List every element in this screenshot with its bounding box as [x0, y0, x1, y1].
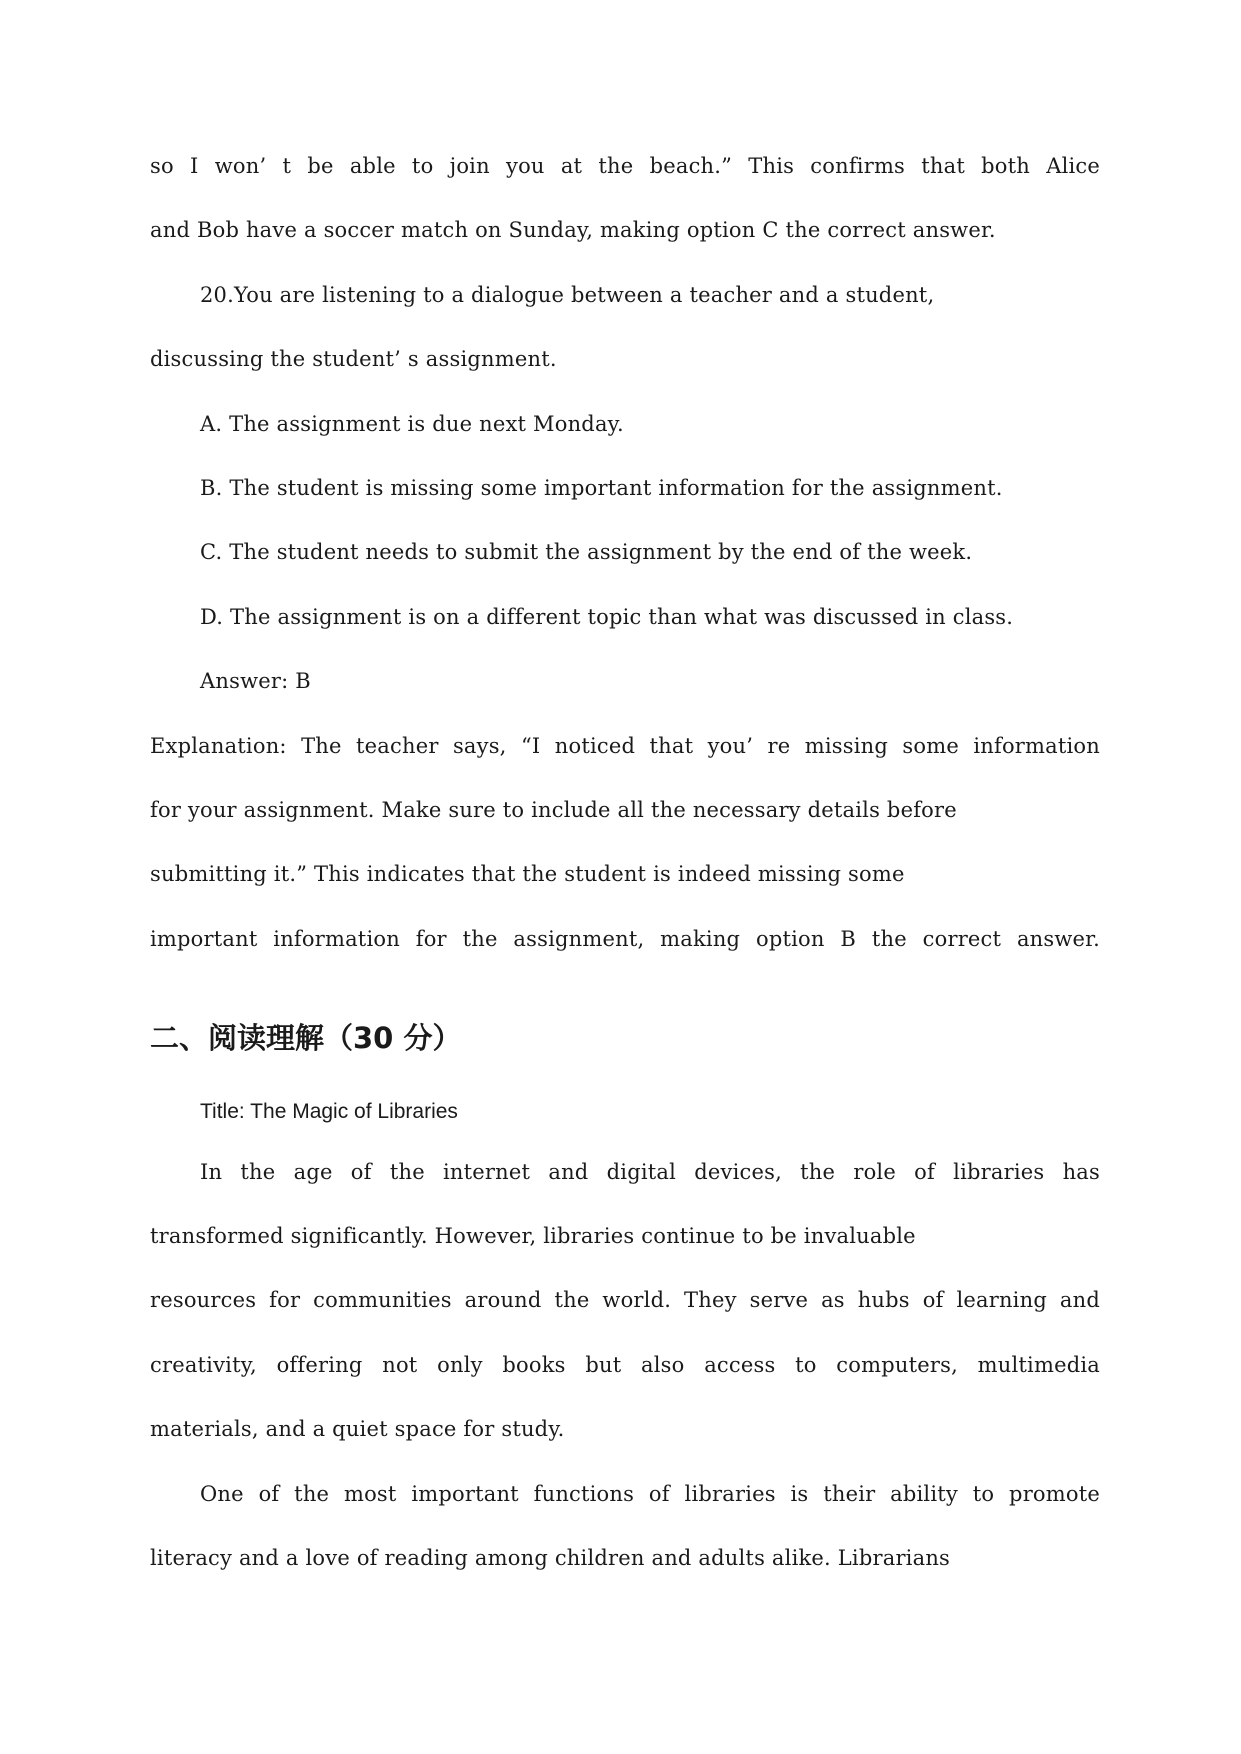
question-20-prompt-line-2: discussing the student’ s assignment.	[150, 347, 557, 371]
passage-paragraph-1-line-5: materials, and a quiet space for study.	[150, 1417, 565, 1441]
section-2-heading: 二、阅读理解（30 分）	[150, 1021, 462, 1055]
explanation-q19-line-2: and Bob have a soccer match on Sunday, making option C the correct answer.	[150, 218, 996, 242]
passage-paragraph-2-line-2: literacy and a love of reading among children and adults alike. Librarians	[150, 1546, 951, 1570]
question-20-prompt-line-1: 20.You are listening to a dialogue between a teacher and a student,	[200, 283, 935, 307]
question-20-option-b: B. The student is missing some important information for the assignment.	[200, 476, 1003, 500]
passage-paragraph-1-line-1: In the age of the internet and digital devices, the role of libraries has	[200, 1160, 1100, 1184]
question-20-option-a: A. The assignment is due next Monday.	[200, 412, 624, 436]
question-20-explanation-line-4: important information for the assignment, making option B the correct answer.	[150, 927, 1100, 951]
explanation-q19-line-1: so I won’ t be able to join you at the beach.” This confirms that both Alice	[150, 154, 1100, 178]
passage-paragraph-1-line-3: resources for communities around the world. They serve as hubs of learning and	[150, 1288, 1100, 1312]
question-20-explanation-line-3: submitting it.” This indicates that the student is indeed missing some	[150, 862, 905, 886]
passage-paragraph-2-line-1: One of the most important functions of libraries is their ability to promote	[200, 1482, 1100, 1506]
passage-paragraph-1-line-4: creativity, offering not only books but also access to computers, multimedia	[150, 1353, 1100, 1377]
question-20-explanation-line-1: Explanation: The teacher says, “I noticed that you’ re missing some information	[150, 734, 1100, 758]
question-20-option-d: D. The assignment is on a different topic than what was discussed in class.	[200, 605, 1014, 629]
passage-paragraph-1-line-2: transformed significantly. However, libraries continue to be invaluable	[150, 1224, 916, 1248]
question-20-option-c: C. The student needs to submit the assignment by the end of the week.	[200, 540, 973, 564]
question-20-explanation-line-2: for your assignment. Make sure to include all the necessary details before	[150, 798, 957, 822]
question-20-answer: Answer: B	[200, 669, 311, 693]
passage-title: Title: The Magic of Libraries	[200, 1100, 458, 1123]
